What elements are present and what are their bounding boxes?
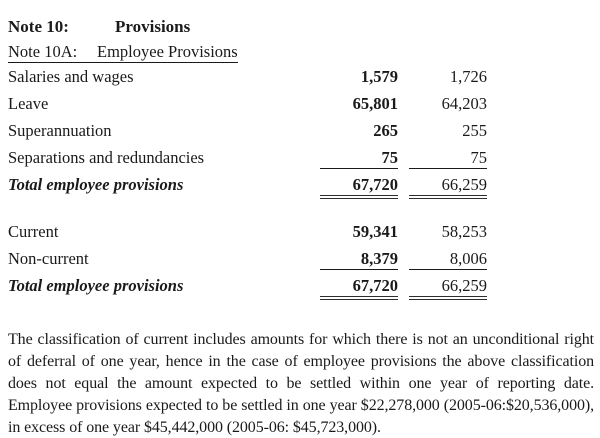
row-label: Current bbox=[8, 222, 59, 241]
row-label: Superannuation bbox=[8, 121, 112, 140]
amount-current: 75 bbox=[320, 147, 398, 169]
table-row-current bbox=[8, 218, 600, 245]
row-label: Leave bbox=[8, 94, 49, 113]
note-title: Provisions bbox=[115, 17, 191, 36]
amount-prior: 1,726 bbox=[449, 67, 487, 86]
table-row-separations bbox=[8, 144, 600, 171]
row-label: Non-current bbox=[8, 249, 89, 268]
employee-provisions-table bbox=[8, 63, 600, 299]
table-row-total-employee-provisions bbox=[8, 171, 600, 198]
table-row-leave bbox=[8, 90, 600, 117]
amount-prior: 66,259 bbox=[409, 275, 487, 300]
subnote-number: Note 10A: bbox=[8, 42, 78, 61]
amount-current: 67,720 bbox=[320, 275, 398, 300]
row-label: Separations and redundancies bbox=[8, 148, 205, 167]
table-row-total-employee-provisions-2 bbox=[8, 272, 600, 299]
table-row-salaries bbox=[8, 63, 600, 90]
amount-current: 65,801 bbox=[352, 94, 398, 113]
row-label: Salaries and wages bbox=[8, 67, 134, 86]
subnote-underline bbox=[8, 42, 238, 63]
classification-explanation-paragraph: The classification of current includes amounts for which there is not an unconditional right of deferral of one year, hence in the case of employee provisions the above classification does not equal the amount expected to be settled within one year of reporting date. Employee provisions expected to be settled in one year $22,278,000 (2005-06:$20,536,000), in excess of one year $45,442,000 (2005-06: $45,723,000). bbox=[8, 331, 594, 436]
amount-current: 265 bbox=[373, 121, 398, 140]
amount-current: 1,579 bbox=[360, 67, 398, 86]
note-heading bbox=[8, 18, 600, 36]
subnote-heading bbox=[8, 42, 600, 61]
amount-prior: 64,203 bbox=[441, 94, 487, 113]
row-label: Total employee provisions bbox=[8, 276, 184, 295]
amount-current: 59,341 bbox=[352, 222, 398, 241]
amount-current: 8,379 bbox=[320, 248, 398, 270]
section-divider bbox=[8, 198, 600, 218]
table-row-non-current bbox=[8, 245, 600, 272]
amount-prior: 58,253 bbox=[441, 222, 487, 241]
amount-prior: 255 bbox=[462, 121, 487, 140]
amount-prior: 75 bbox=[409, 147, 487, 169]
table-row-superannuation bbox=[8, 117, 600, 144]
amount-prior: 8,006 bbox=[409, 248, 487, 270]
note-number: Note 10: bbox=[8, 17, 69, 36]
amount-current: 67,720 bbox=[320, 174, 398, 199]
amount-prior: 66,259 bbox=[409, 174, 487, 199]
row-label: Total employee provisions bbox=[8, 175, 184, 194]
subnote-title: Employee Provisions bbox=[97, 42, 238, 61]
